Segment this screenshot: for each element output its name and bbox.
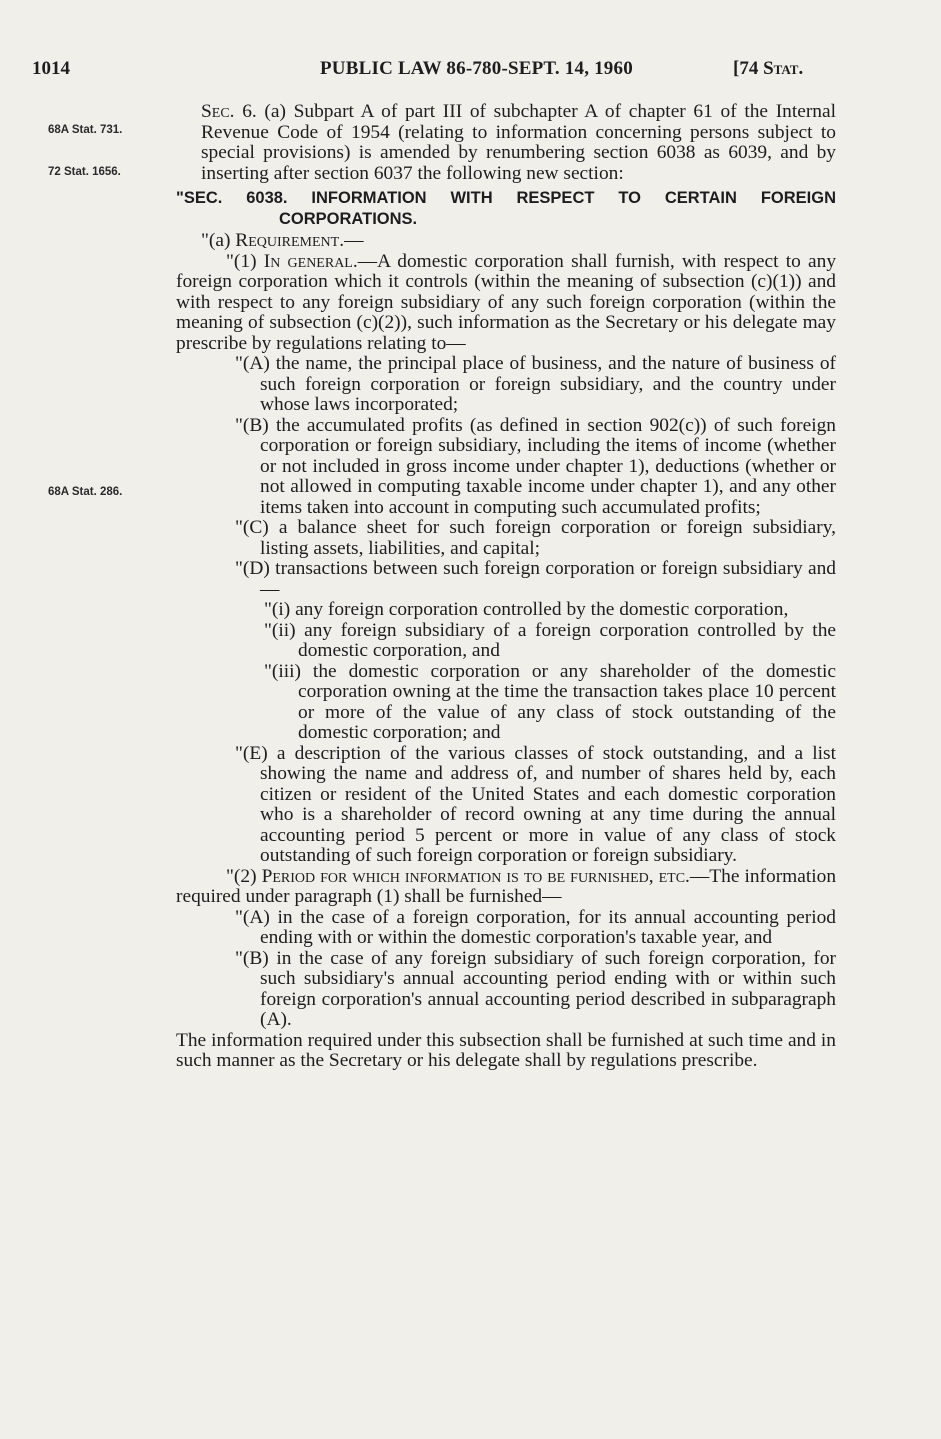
paragraph-2-text: —The information required under paragraph (1) shall be furnished— [176, 865, 837, 907]
subparagraph-a: "(A) the name, the principal place of business, and the nature of business of such foreign corporation or foreign subsidiary, and the country under whose laws incorporated; [235, 353, 836, 415]
section-6-text: 6. (a) Subpart A of part III of subchapter A of chapter 61 of the Internal Revenue Code of 1954 (relating to information concerning persons subject to special provisions) is amended by renumbering section 6038 as 6039, and by inserting after section 6037 the following new section: [201, 101, 836, 184]
paragraph-2-subparagraph-a: "(A) in the case of a foreign corporation, for its annual accounting period ending with or within the domestic corporation's taxable year, and [235, 906, 836, 948]
margin-note-68a-731: 68A Stat. 731. [48, 124, 123, 136]
margin-note-72-1656: 72 Stat. 1656. [48, 166, 121, 178]
paragraph-2-title: Period for which information is to be furnished, etc. [261, 865, 690, 887]
subsection-a-dash: — [344, 230, 364, 251]
subparagraph-b: "(B) the accumulated profits (as defined in section 902(c)) of such foreign corporation or foreign subsidiary, including the items of income (whether or not included in gross income under chapter 1), deductions (whether or not allowed in computing taxable income under chapter 1), and any other items taken into account in computing such accumulated profits; [235, 414, 836, 518]
paragraph-2 [176, 867, 836, 908]
clause-d-iii: "(iii) the domestic corporation or any shareholder of the domestic corporation owning at the time the transaction takes place 10 percent or more of the value of any class of stock outstanding of the domestic corporation; and [264, 660, 836, 743]
paragraph-1 [176, 252, 836, 355]
subsection-a-title: Requirement. [235, 230, 345, 251]
statute-volume [733, 58, 803, 80]
subparagraph-d: "(D) transactions between such foreign corporation or foreign subsidiary and— [235, 558, 836, 600]
paragraph-1-title: In general. [263, 250, 358, 272]
subsection-a-heading [176, 231, 836, 252]
subparagraph-c: "(C) a balance sheet for such foreign corporation or foreign subsidiary, listing assets, liabilities, and capital; [235, 517, 836, 559]
statute-body [176, 102, 836, 1072]
statute-volume-label: Stat. [763, 58, 804, 79]
section-label: Sec. [201, 101, 235, 122]
section-6-intro [176, 102, 836, 184]
paragraph-2-subparagraph-b: "(B) in the case of any foreign subsidiary of such foreign corporation, for such subsidiary's annual accounting period ending with or within such foreign corporation's annual accounting period described in subparagraph (A). [235, 947, 836, 1030]
subparagraph-e: "(E) a description of the various classes of stock outstanding, and a list showing the name and address of, and number of shares held by, each citizen or resident of the United States and each domestic corporation who is a shareholder of record owning at any time during the annual accounting period 5 percent or more in value of any class of stock outstanding of such foreign corporation or foreign subsidiary. [235, 742, 836, 866]
margin-note-68a-286: 68A Stat. 286. [48, 486, 123, 498]
running-title: PUBLIC LAW 86-780-SEPT. 14, 1960 [320, 58, 633, 79]
clause-d-ii: "(ii) any foreign subsidiary of a foreign corporation controlled by the domestic corporation, and [264, 619, 836, 661]
paragraph-1-text: —A domestic corporation shall furnish, with respect to any foreign corporation which it controls (within the meaning of subsection (c)(1)) and with respect to any foreign subsidiary of any such foreign corporation (within the meaning of subsection (c)(2)), such information as the Secretary or his delegate may prescribe by regulations relating to— [176, 250, 837, 354]
paragraph-1-prefix: "(1) [226, 250, 264, 272]
paragraph-2-prefix: "(2) [226, 865, 262, 887]
clause-d-i: "(i) any foreign corporation controlled by the domestic corporation, [264, 599, 789, 620]
closing-sentence: The information required under this subsection shall be furnished at such time and in such manner as the Secretary or his delegate shall by regulations prescribe. [176, 1029, 836, 1071]
subsection-a-prefix: "(a) [201, 230, 236, 251]
page-number: 1014 [32, 58, 70, 79]
statute-volume-number: [74 [733, 58, 764, 79]
section-6038-heading: "SEC. 6038. INFORMATION WITH RESPECT TO CERTAIN FOREIGN CORPORATIONS. [176, 189, 836, 228]
